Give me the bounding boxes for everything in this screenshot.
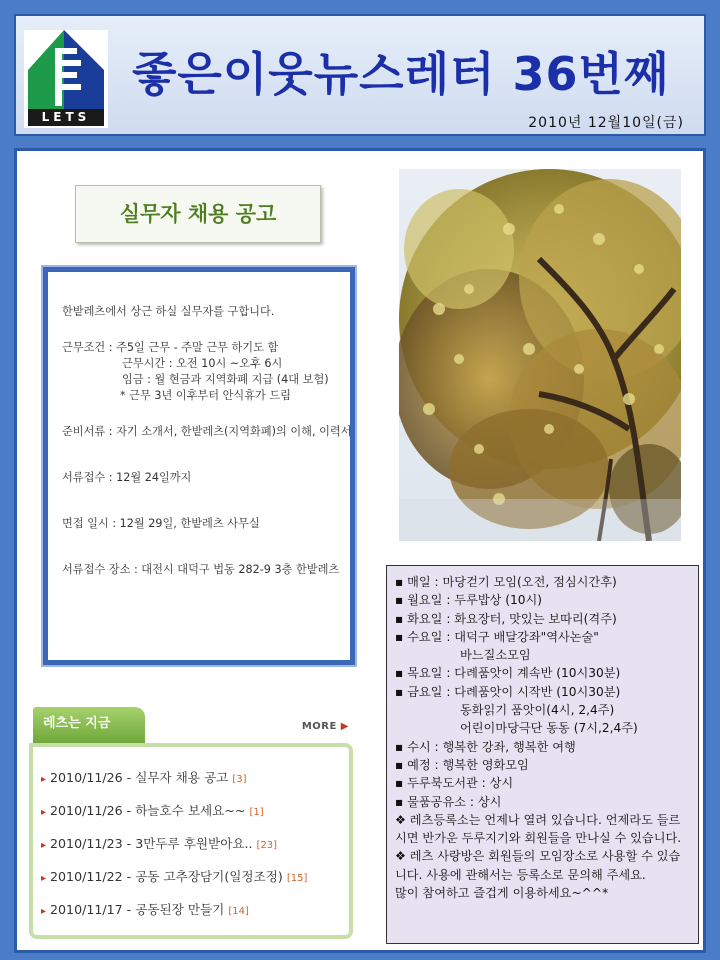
newsletter-body	[14, 148, 706, 953]
notice-documents: 준비서류 : 자기 소개서, 한밭레츠(지역화폐)의 이해, 이력서	[62, 425, 352, 438]
lets-now-list	[29, 743, 353, 939]
more-label: MORE	[301, 721, 337, 732]
post-date: 2010/11/22	[50, 869, 123, 884]
schedule-thursday: ▪ 목요일 : 다례품앗이 계속반 (10시30분)	[395, 666, 621, 681]
notice-wage: 임금 : 월 현금과 지역화폐 지급 (4대 보험)	[122, 373, 329, 386]
post-date: 2010/11/17	[50, 902, 123, 917]
schedule-library: ▪ 두루북도서관 : 상시	[395, 776, 514, 791]
job-notice-box	[43, 267, 355, 665]
list-item[interactable]	[41, 767, 349, 800]
notice-deadline: 서류접수 : 12월 24일까지	[62, 471, 192, 484]
list-item[interactable]	[41, 866, 349, 899]
post-title: 하늘호수 보세요~~	[135, 803, 246, 818]
post-sep: -	[122, 770, 136, 785]
schedule-wednesday: ▪ 수요일 : 대덕구 배달강좌"역사논술"	[395, 629, 599, 644]
lets-logo	[24, 30, 108, 128]
lets-logo-icon	[28, 30, 104, 110]
newsletter-header	[14, 14, 706, 136]
schedule-friday-2: 동화읽기 품앗이(4시, 2,4주)	[460, 703, 615, 718]
post-date: 2010/11/23	[50, 836, 123, 851]
notice-work-hours: 근무시간 : 오전 10시 ~오후 6시	[122, 357, 283, 370]
autumn-tree-photo	[399, 169, 681, 541]
issue-date: 2010년 12월10일(금)	[528, 115, 684, 131]
schedule-wednesday-2: 바느질소모임	[460, 648, 531, 663]
comment-count: [14]	[228, 906, 249, 917]
list-item[interactable]	[41, 833, 349, 866]
schedule-friday-3: 어린이마당극단 동동 (7시,2,4주)	[460, 721, 638, 736]
bullet-icon: ▸	[41, 807, 47, 818]
schedule-lounge-note: ❖ 레츠 사랑방은 회원들의 모임장소로 사용할 수 있습니다. 사용에 관해서는 등록소로 문의해 주세요.	[395, 849, 681, 882]
post-sep: -	[122, 902, 136, 917]
post-date: 2010/11/26	[50, 803, 123, 818]
newsletter-title: 좋은이웃뉴스레터 36번째	[132, 47, 670, 101]
post-date: 2010/11/26	[50, 770, 123, 785]
list-item[interactable]	[41, 899, 349, 932]
schedule-planned: ▪ 예정 : 행복한 영화모임	[395, 757, 529, 772]
schedule-tuesday: ▪ 화요일 : 화요장터, 맛있는 보따리(격주)	[395, 611, 617, 626]
notice-intro: 한밭레츠에서 상근 하실 실무자를 구합니다.	[62, 305, 275, 318]
comment-count: [15]	[286, 873, 308, 884]
comment-count: [3]	[232, 774, 247, 785]
comment-count: [1]	[249, 807, 264, 818]
schedule-sharing: ▪ 물품공유소 : 상시	[395, 794, 502, 809]
post-title: 실무자 채용 공고	[135, 770, 229, 785]
schedule-monday: ▪ 월요일 : 두루밥상 (10시)	[395, 593, 543, 608]
post-title: 3만두루 후원받아요..	[135, 836, 253, 851]
notice-interview: 면접 일시 : 12월 29일, 한밭레츠 사무실	[62, 517, 260, 530]
notice-address: 서류접수 장소 : 대전시 대덕구 법동 282-9 3층 한밭레츠	[62, 563, 340, 576]
list-item[interactable]	[41, 800, 349, 833]
schedule-anytime: ▪ 수시 : 행복한 강좌, 행복한 여행	[395, 739, 576, 754]
schedule-registry-note: ❖ 레츠등록소는 언제나 열려 있습니다. 언제라도 들르시면 반가운 두루지기와 회원들을 만나실 수 있습니다.	[395, 812, 682, 846]
weekly-schedule-box	[386, 565, 699, 944]
post-sep: -	[122, 869, 136, 884]
post-title: 공동 고추장담기(일정조정)	[135, 869, 283, 884]
bullet-icon: ▸	[41, 774, 47, 785]
job-notice-title: 실무자 채용 공고	[75, 185, 321, 243]
chevron-right-icon: ▶	[336, 721, 349, 732]
schedule-daily: ▪ 매일 : 마당걷기 모임(오전, 점심시간후)	[395, 575, 617, 589]
lets-now-panel	[29, 707, 355, 945]
notice-work-condition: 근무조건 : 주5일 근무 - 주말 근무 하기도 함	[62, 341, 279, 354]
post-sep: -	[122, 803, 136, 818]
bullet-icon: ▸	[41, 840, 47, 851]
bullet-icon: ▸	[41, 873, 47, 884]
logo-text: LETS	[28, 109, 104, 126]
notice-sabbatical: * 근무 3년 이후부터 안식휴가 드림	[120, 389, 291, 402]
schedule-friday: ▪ 금요일 : 다례품앗이 시작반 (10시30분)	[395, 684, 621, 699]
more-link[interactable]	[302, 721, 349, 732]
lets-now-tab[interactable]: 레츠는 지금	[33, 707, 145, 743]
post-sep: -	[122, 836, 136, 851]
post-title: 공동된장 만들기	[135, 902, 225, 917]
comment-count: [23]	[256, 840, 278, 851]
schedule-closing: 많이 참여하고 즐겁게 이용하세요~^^*	[395, 886, 609, 901]
bullet-icon: ▸	[41, 906, 47, 917]
